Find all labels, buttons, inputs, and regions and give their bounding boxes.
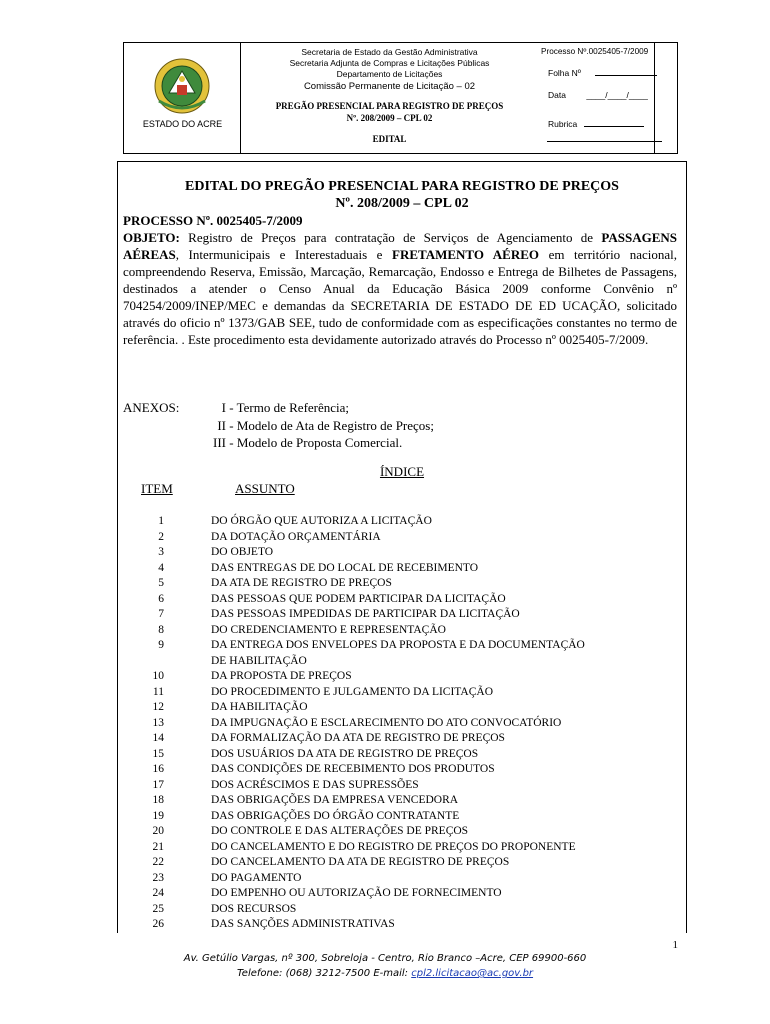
- indice-item-number: 17: [152, 778, 164, 791]
- folha-field: [595, 67, 657, 76]
- anexo-num: III: [213, 435, 226, 450]
- indice-item-title: DA DOTAÇÃO ORÇAMENTÁRIA: [211, 530, 381, 543]
- indice-row: [123, 685, 683, 701]
- indice-item-title: DA ATA DE REGISTRO DE PREÇOS: [211, 577, 392, 589]
- indice-row-continuation: [123, 654, 683, 670]
- header-rubrica: [548, 118, 644, 129]
- objeto-bold-fretamento: FRETAMENTO AÉREO: [392, 247, 540, 262]
- header-logo-cell: [124, 43, 241, 153]
- anexo-item: II - Modelo de Ata de Registro de Preços;: [206, 417, 434, 435]
- indice-item-title-cont: DE HABILITAÇÃO: [211, 654, 307, 667]
- indice-item-number: 12: [152, 701, 164, 713]
- indice-row: [123, 669, 683, 685]
- indice-item-title: DAS CONDIÇÕES DE RECEBIMENTO DOS PRODUTOS: [211, 763, 495, 775]
- indice-item-title: DO PAGAMENTO: [211, 871, 302, 884]
- anexo-item: I - Termo de Referência;: [206, 399, 434, 417]
- indice-row: [123, 592, 683, 608]
- edital-subtitle: Nº. 208/2009 – CPL 02: [335, 196, 469, 211]
- folha-label: Folha Nº: [548, 68, 581, 78]
- indice-row: [123, 917, 683, 933]
- processo-heading: PROCESSO Nº. 0025405-7/2009: [123, 213, 303, 228]
- indice-item-number: 10: [152, 670, 164, 682]
- objeto-section: [123, 212, 677, 348]
- indice-item-title: DAS SANÇÕES ADMINISTRATIVAS: [211, 918, 395, 930]
- indice-row: [123, 871, 683, 887]
- indice-item-title: DAS OBRIGAÇÕES DA EMPRESA VENCEDORA: [211, 794, 459, 806]
- objeto-label: OBJETO:: [123, 230, 180, 245]
- anexos-label: ANEXOS:: [123, 400, 180, 415]
- anexo-text: Termo de Referência;: [236, 400, 350, 415]
- indice-item-number: 14: [152, 732, 164, 744]
- indice-item-title: DA IMPUGNAÇÃO E ESCLARECIMENTO DO ATO CONVOCATÓRIO: [211, 716, 562, 729]
- indice-row: [123, 716, 683, 732]
- indice-item-title: DO ÓRGÃO QUE AUTORIZA A LICITAÇÃO: [211, 515, 432, 527]
- anexo-item: III - Modelo de Proposta Comercial.: [206, 434, 434, 452]
- indice-item-number: 4: [158, 561, 164, 574]
- anexo-num: II: [217, 417, 226, 433]
- indice-item-number: 25: [152, 902, 164, 915]
- page-number: 1: [672, 939, 678, 951]
- footer-phone: Telefone: (068) 3212-7500 E-mail:: [236, 968, 412, 979]
- indice-row: [123, 561, 683, 577]
- header-edital: EDITAL: [372, 134, 407, 144]
- indice-item-title: DOS USUÁRIOS DA ATA DE REGISTRO DE PREÇOS: [211, 747, 479, 760]
- objeto-paragraph: [123, 229, 677, 348]
- indice-item-title: DA HABILITAÇÃO: [211, 701, 308, 713]
- header-data: [548, 90, 648, 100]
- indice-item-number: 5: [158, 577, 164, 589]
- header-pregao: PREGÃO PRESENCIAL PARA REGISTRO DE PREÇOS: [275, 101, 504, 111]
- objeto-text-3: em território nacional, compreendendo Reserva, Emissão, Marcação, Remarcação, Endosso e Entrega de Bilhetes de Passagens, destinados a atender o Censo Anual da Educação Básica 2009 conforme Convênio nº 704254/2009/INEP/MEC e demandas da SECRETARIA DE ESTADO DE ED UCAÇÃO, solicitado através do oficio nº 1373/GAB SEE, tudo de conformidade com as especificações constantes no termo de referência. . Este procedimento esta devidamente autorizado através do Processo nº 0025405-7/2009.: [123, 247, 678, 347]
- header-comissao: Comissão Permanente de Licitação – 02: [303, 81, 476, 92]
- indice-item-title: DOS RECURSOS: [211, 902, 297, 915]
- indice-row: [123, 855, 683, 871]
- anexo-text: Modelo de Ata de Registro de Preços;: [236, 417, 434, 433]
- indice-row: [123, 762, 683, 778]
- indice-row: [123, 545, 683, 561]
- indice-item-title: DOS ACRÉSCIMOS E DAS SUPRESSÕES: [211, 778, 419, 791]
- anexo-num: I: [221, 400, 226, 415]
- indice-row: [123, 576, 683, 592]
- indice-row: [123, 607, 683, 623]
- indice-row: [123, 623, 683, 639]
- indice-item-title: DO PROCEDIMENTO E JULGAMENTO DA LICITAÇÃO: [211, 685, 493, 698]
- indice-item-number: 23: [152, 871, 164, 884]
- indice-item-title: DO CONTROLE E DAS ALTERAÇÕES DE PREÇOS: [211, 825, 469, 837]
- indice-item-number: 13: [152, 716, 164, 729]
- objeto-text-2: , Intermunicipais e Interestaduais e: [175, 247, 392, 262]
- indice-row: [123, 824, 683, 840]
- indice-item-number: 1: [158, 515, 164, 527]
- indice-item-title: DO CANCELAMENTO DA ATA DE REGISTRO DE PREÇOS: [211, 856, 510, 868]
- indice-item-number: 6: [158, 592, 164, 605]
- indice-item-title: DA PROPOSTA DE PREÇOS: [211, 670, 352, 682]
- indice-item-title: DAS PESSOAS IMPEDIDAS DE PARTICIPAR DA LICITAÇÃO: [211, 608, 520, 620]
- indice-item-title: DO CREDENCIAMENTO E REPRESENTAÇÃO: [211, 623, 446, 636]
- indice-col-assunto: ASSUNTO: [235, 481, 295, 496]
- header-folha: [548, 67, 657, 78]
- data-field: ____/____/____: [586, 90, 648, 100]
- indice-item-number: 20: [152, 825, 164, 837]
- indice-title: ÍNDICE: [379, 464, 425, 479]
- indice-item-number: 18: [152, 794, 164, 806]
- indice-row: [123, 902, 683, 918]
- indice-item-title: DAS PESSOAS QUE PODEM PARTICIPAR DA LICITAÇÃO: [211, 592, 506, 605]
- rubrica-field: [584, 118, 644, 127]
- indice-item-number: 3: [158, 546, 164, 558]
- indice-item-number: 22: [152, 856, 164, 868]
- indice-item-title: DAS OBRIGAÇÕES DO ÓRGÃO CONTRATANTE: [211, 809, 460, 822]
- indice-list: [123, 514, 683, 933]
- data-label: Data: [548, 90, 566, 100]
- indice-item-number: 15: [152, 747, 164, 760]
- indice-item-number: 24: [152, 887, 164, 899]
- header-secretaria: Secretaria de Estado da Gestão Administrativa: [301, 47, 478, 57]
- indice-item-number: 11: [152, 685, 164, 698]
- header-secretaria-adjunta: Secretaria Adjunta de Compras e Licitações Públicas: [289, 58, 490, 68]
- indice-row: [123, 840, 683, 856]
- footer-email-link[interactable]: cpl2.licitacao@ac.gov.br: [411, 968, 534, 979]
- edital-title: EDITAL DO PREGÃO PRESENCIAL PARA REGISTRO DE PREÇOS: [185, 179, 619, 194]
- indice-item-title: DO OBJETO: [211, 546, 274, 558]
- footer-contact: [0, 968, 770, 979]
- indice-item-number: 9: [158, 639, 164, 651]
- indice-row: [123, 747, 683, 763]
- indice-item-title: DO EMPENHO OU AUTORIZAÇÃO DE FORNECIMENTO: [211, 887, 502, 899]
- header-signature-line: [547, 141, 662, 142]
- indice-row: [123, 809, 683, 825]
- indice-row: [123, 638, 683, 654]
- indice-item-number: 7: [158, 608, 164, 620]
- indice-item-title: DA ENTREGA DOS ENVELOPES DA PROPOSTA E DA DOCUMENTAÇÃO: [211, 639, 585, 651]
- header-processo: Processo Nº.0025405-7/2009: [541, 47, 649, 56]
- indice-item-number: 26: [152, 918, 164, 930]
- indice-item-title: DA FORMALIZAÇÃO DA ATA DE REGISTRO DE PREÇOS: [211, 732, 505, 744]
- indice-row: [123, 793, 683, 809]
- indice-row: [123, 700, 683, 716]
- indice-col-item: ITEM: [141, 481, 173, 496]
- anexos-list: [206, 399, 434, 452]
- indice-item-number: 8: [158, 623, 164, 636]
- indice-item-title: DAS ENTREGAS DE DO LOCAL DE RECEBIMENTO: [211, 561, 479, 574]
- footer-address: Av. Getúlio Vargas, nº 300, Sobreloja - Centro, Rio Branco –Acre, CEP 69900-660: [183, 953, 587, 964]
- indice-item-number: 16: [152, 763, 164, 775]
- header-pregao-number: Nº. 208/2009 – CPL 02: [346, 113, 433, 123]
- indice-row: [123, 778, 683, 794]
- logo-caption: ESTADO DO ACRE: [142, 119, 223, 129]
- rubrica-label: Rubrica: [548, 119, 578, 129]
- indice-item-title: DO CANCELAMENTO E DO REGISTRO DE PREÇOS DO PROPONENTE: [211, 840, 576, 853]
- anexo-text: Modelo de Proposta Comercial.: [236, 435, 403, 450]
- header-process-cell: [538, 43, 677, 153]
- indice-row: [123, 731, 683, 747]
- indice-row: [123, 530, 683, 546]
- indice-row: [123, 514, 683, 530]
- header-departamento: Departamento de Licitações: [336, 69, 443, 79]
- indice-item-number: 2: [158, 530, 164, 543]
- indice-item-number: 19: [152, 809, 164, 822]
- objeto-bold-passagens: PASSAGENS AÉREAS: [123, 230, 677, 262]
- state-coat-of-arms-icon: [153, 57, 211, 115]
- objeto-text-1: Registro de Preços para contratação de Serviços de Agenciamento de: [179, 230, 602, 245]
- indice-item-number: 21: [152, 840, 164, 853]
- document-header: [123, 42, 678, 154]
- indice-row: [123, 886, 683, 902]
